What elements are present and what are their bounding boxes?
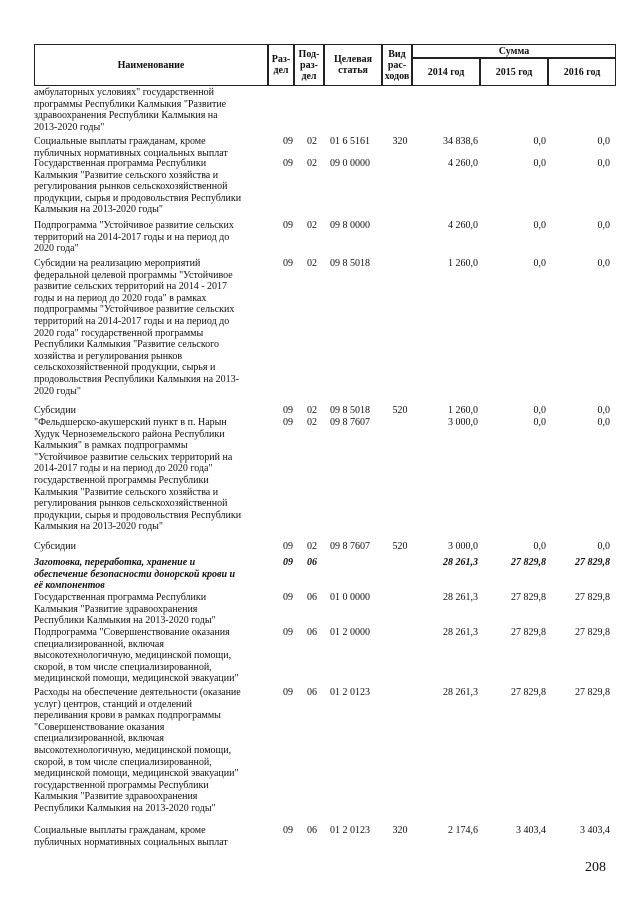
row-sum-2014: 28 261,3 bbox=[443, 592, 478, 603]
row-sum-2014: 28 261,3 bbox=[443, 627, 478, 638]
row-sum-2015: 0,0 bbox=[533, 136, 546, 147]
row-sum-2015: 0,0 bbox=[533, 541, 546, 552]
header-podrazdel: Под- раз- дел bbox=[294, 44, 324, 86]
row-vid-rashodov: 320 bbox=[392, 825, 408, 836]
row-name: амбулаторных условиях" государственной программы Республики Калмыкия "Развитие здравоохранения Республики Калмыкия на 2013-2020 годы" bbox=[34, 87, 227, 133]
row-podrazdel: 06 bbox=[307, 592, 317, 603]
row-sum-2016: 27 829,8 bbox=[575, 592, 610, 603]
row-razdel: 09 bbox=[283, 258, 293, 269]
row-name: Государственная программа Республики Калмыкия "Развитие сельского хозяйства и регулирования рынков сельскохозяйственной продукции, сырья и продовольствия Республики Калмыкия на 2013-2020 годы" bbox=[34, 158, 242, 216]
row-sum-2015: 27 829,8 bbox=[511, 687, 546, 698]
header-summa: Сумма bbox=[412, 44, 616, 58]
row-sum-2014: 28 261,3 bbox=[443, 687, 478, 698]
row-name: Социальные выплаты гражданам, кроме публичных нормативных социальных выплат bbox=[34, 825, 228, 848]
row-sum-2016: 27 829,8 bbox=[575, 557, 610, 568]
row-celevaya-statya: 09 8 7607 bbox=[330, 417, 370, 428]
row-sum-2015: 3 403,4 bbox=[516, 825, 546, 836]
row-razdel: 09 bbox=[283, 825, 293, 836]
row-sum-2016: 0,0 bbox=[597, 405, 610, 416]
row-celevaya-statya: 09 8 0000 bbox=[330, 220, 370, 231]
row-sum-2014: 4 260,0 bbox=[448, 158, 478, 169]
row-podrazdel: 02 bbox=[307, 541, 317, 552]
row-razdel: 09 bbox=[283, 417, 293, 428]
row-vid-rashodov: 520 bbox=[392, 541, 408, 552]
row-razdel: 09 bbox=[283, 136, 293, 147]
row-sum-2016: 27 829,8 bbox=[575, 627, 610, 638]
row-razdel: 09 bbox=[283, 687, 293, 698]
row-name: Социальные выплаты гражданам, кроме публичных нормативных социальных выплат bbox=[34, 136, 228, 159]
row-razdel: 09 bbox=[283, 158, 293, 169]
row-podrazdel: 02 bbox=[307, 158, 317, 169]
header-name: Наименование bbox=[34, 44, 268, 86]
row-razdel: 09 bbox=[283, 627, 293, 638]
row-vid-rashodov: 520 bbox=[392, 405, 408, 416]
row-podrazdel: 02 bbox=[307, 136, 317, 147]
row-sum-2015: 0,0 bbox=[533, 417, 546, 428]
header-2014: 2014 год bbox=[412, 58, 480, 86]
header-2016: 2016 год bbox=[548, 58, 616, 86]
row-sum-2014: 1 260,0 bbox=[448, 405, 478, 416]
row-celevaya-statya: 09 8 5018 bbox=[330, 258, 370, 269]
row-razdel: 09 bbox=[283, 220, 293, 231]
header-razdel: Раз- дел bbox=[268, 44, 294, 86]
row-sum-2014: 4 260,0 bbox=[448, 220, 478, 231]
row-sum-2014: 3 000,0 bbox=[448, 541, 478, 552]
row-sum-2016: 0,0 bbox=[597, 136, 610, 147]
row-name: Субсидии bbox=[34, 541, 76, 552]
row-sum-2014: 3 000,0 bbox=[448, 417, 478, 428]
row-vid-rashodov: 320 bbox=[392, 136, 408, 147]
row-sum-2014: 2 174,6 bbox=[448, 825, 478, 836]
row-sum-2016: 0,0 bbox=[597, 220, 610, 231]
row-celevaya-statya: 01 2 0123 bbox=[330, 687, 370, 698]
row-sum-2016: 3 403,4 bbox=[580, 825, 610, 836]
row-name: Субсидии на реализацию мероприятий федеральной целевой программы "Устойчивое развитие сельских территорий на 2014 - 2017 годы и на период до 2020 года" в рамках подпрограммы "Устойчивое развитие сельских территорий на 2014-2017 годы и на период до 2020 года" государственной программы Республики Калмыкия "Развитие сельского хозяйства и регулирования рынков сельскохозяйственной продукции, сырья и продовольствия Республики Калмыкия на 2013- 2020 годы" bbox=[34, 258, 239, 397]
row-podrazdel: 06 bbox=[307, 825, 317, 836]
row-celevaya-statya: 01 2 0123 bbox=[330, 825, 370, 836]
header-vid: Вид рас- ходов bbox=[382, 44, 412, 86]
header-2015: 2015 год bbox=[480, 58, 548, 86]
row-podrazdel: 02 bbox=[307, 405, 317, 416]
row-sum-2016: 0,0 bbox=[597, 541, 610, 552]
row-sum-2015: 0,0 bbox=[533, 158, 546, 169]
row-podrazdel: 06 bbox=[307, 627, 317, 638]
row-sum-2016: 27 829,8 bbox=[575, 687, 610, 698]
row-sum-2014: 28 261,3 bbox=[443, 557, 478, 568]
page-number: 208 bbox=[585, 860, 606, 875]
row-celevaya-statya: 01 2 0000 bbox=[330, 627, 370, 638]
row-sum-2015: 27 829,8 bbox=[511, 557, 546, 568]
row-celevaya-statya: 09 8 5018 bbox=[330, 405, 370, 416]
row-name: Заготовка, переработка, хранение и обеспечение безопасности донорской крови и её компонентов bbox=[34, 557, 236, 592]
row-podrazdel: 06 bbox=[307, 557, 317, 568]
row-razdel: 09 bbox=[283, 592, 293, 603]
row-sum-2016: 0,0 bbox=[597, 258, 610, 269]
row-name: Расходы на обеспечение деятельности (оказание услуг) центров, станций и отделений переливания крови в рамках подпрограммы "Совершенствование оказания специализированной, включая высокотехнологичную, медицинской помощи, скорой, в том числе специализированной, медицинской помощи, медицинской эвакуации" государственной программы Республики Калмыкия "Развитие здравоохранения Республики Калмыкия на 2013-2020 годы" bbox=[34, 687, 241, 814]
row-podrazdel: 02 bbox=[307, 417, 317, 428]
row-name: Подпрограмма "Устойчивое развитие сельских территорий на 2014-2017 годы и на период до 2020 года" bbox=[34, 220, 234, 255]
row-name: Государственная программа Республики Калмыкия "Развитие здравоохранения Республики Калмыкия на 2013-2020 годы" bbox=[34, 592, 216, 627]
row-razdel: 09 bbox=[283, 405, 293, 416]
row-sum-2015: 0,0 bbox=[533, 220, 546, 231]
row-sum-2014: 1 260,0 bbox=[448, 258, 478, 269]
row-sum-2016: 0,0 bbox=[597, 417, 610, 428]
row-sum-2015: 0,0 bbox=[533, 258, 546, 269]
row-podrazdel: 06 bbox=[307, 687, 317, 698]
row-sum-2015: 0,0 bbox=[533, 405, 546, 416]
row-name: Подпрограмма "Совершенствование оказания специализированной, включая высокотехнологичную, медицинской помощи, скорой, в том числе специализированной, медицинской помощи, медицинской эвакуации" bbox=[34, 627, 239, 685]
row-sum-2015: 27 829,8 bbox=[511, 627, 546, 638]
row-sum-2014: 34 838,6 bbox=[443, 136, 478, 147]
row-celevaya-statya: 01 0 0000 bbox=[330, 592, 370, 603]
row-podrazdel: 02 bbox=[307, 220, 317, 231]
row-sum-2016: 0,0 bbox=[597, 158, 610, 169]
row-name: "Фельдшерско-акушерский пункт в п. Нарын Худук Черноземельского района Республики Калмыкия" в рамках подпрограммы "Устойчивое развитие сельских территорий на 2014-2017 годы и на период до 2020 года" государственной программы Республики Калмыкия "Развитие сельского хозяйства и регулирования рынков сельскохозяйственной продукции, сырья и продовольствия Республики Калмыкия на 2013-2020 годы" bbox=[34, 417, 242, 533]
row-razdel: 09 bbox=[283, 557, 293, 568]
row-celevaya-statya: 09 8 7607 bbox=[330, 541, 370, 552]
row-celevaya-statya: 01 6 5161 bbox=[330, 136, 370, 147]
row-name: Субсидии bbox=[34, 405, 76, 416]
header-celevaya: Целевая статья bbox=[324, 44, 382, 86]
row-sum-2015: 27 829,8 bbox=[511, 592, 546, 603]
row-celevaya-statya: 09 0 0000 bbox=[330, 158, 370, 169]
row-razdel: 09 bbox=[283, 541, 293, 552]
row-podrazdel: 02 bbox=[307, 258, 317, 269]
